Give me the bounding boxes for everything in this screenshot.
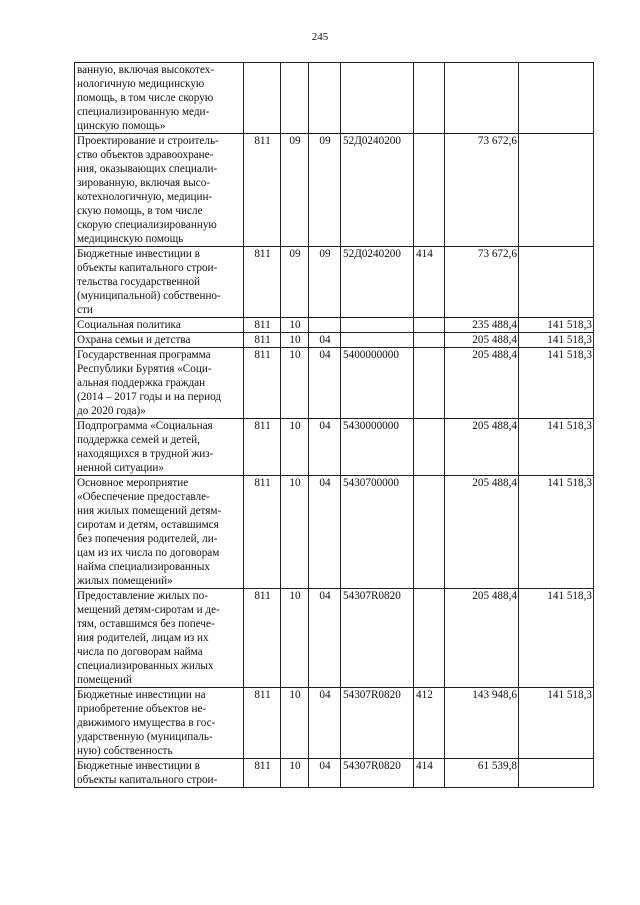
department-code-cell: [244, 63, 281, 134]
table-body: [75, 63, 594, 788]
subsection-code-cell: 04: [309, 688, 341, 759]
table-row: [75, 247, 594, 318]
item-name-cell: ванную, включая высокотех- нологичную медицинскую помощь, в том числе скорую специализированную меди- цинскую помощь»: [75, 63, 244, 134]
subsection-code-cell: [309, 63, 341, 134]
table-row: [75, 333, 594, 348]
amount-cell-2: 141 518,3: [519, 419, 594, 476]
amount-cell-2: [519, 247, 594, 318]
section-code-cell: 10: [281, 318, 309, 333]
department-code-cell: 811: [244, 476, 281, 589]
item-name-cell: Бюджетные инвестиции в объекты капитального строи- тельства государственной (муниципальной) собственно- сти: [75, 247, 244, 318]
amount-cell-1: 205 488,4: [445, 476, 519, 589]
table-row: [75, 476, 594, 589]
amount-cell-1: 61 539,8: [445, 759, 519, 788]
department-code-cell: 811: [244, 589, 281, 688]
subsection-code-cell: 04: [309, 348, 341, 419]
subsection-code-cell: 04: [309, 476, 341, 589]
department-code-cell: 811: [244, 333, 281, 348]
expense-type-code-cell: [414, 589, 445, 688]
item-name-cell: Охрана семьи и детства: [75, 333, 244, 348]
expense-type-code-cell: [414, 476, 445, 589]
table-row: [75, 419, 594, 476]
table-row: [75, 134, 594, 247]
target-item-code-cell: 54307R0820: [341, 688, 414, 759]
department-code-cell: 811: [244, 348, 281, 419]
target-item-code-cell: 52Д0240200: [341, 247, 414, 318]
item-name-cell: Подпрограмма «Социальная поддержка семей и детей, находящихся в трудной жиз- ненной ситуации»: [75, 419, 244, 476]
section-code-cell: 10: [281, 419, 309, 476]
amount-cell-2: 141 518,3: [519, 589, 594, 688]
table-row: [75, 348, 594, 419]
expense-type-code-cell: 414: [414, 247, 445, 318]
table-row: [75, 318, 594, 333]
amount-cell-2: [519, 134, 594, 247]
budget-table: [74, 62, 594, 788]
section-code-cell: 10: [281, 476, 309, 589]
amount-cell-1: 235 488,4: [445, 318, 519, 333]
amount-cell-2: 141 518,3: [519, 333, 594, 348]
section-code-cell: [281, 63, 309, 134]
table-row: [75, 63, 594, 134]
section-code-cell: 10: [281, 348, 309, 419]
amount-cell-2: 141 518,3: [519, 476, 594, 589]
expense-type-code-cell: [414, 63, 445, 134]
target-item-code-cell: [341, 333, 414, 348]
amount-cell-1: 73 672,6: [445, 134, 519, 247]
amount-cell-1: 205 488,4: [445, 348, 519, 419]
table-row: [75, 759, 594, 788]
amount-cell-2: [519, 759, 594, 788]
amount-cell-1: 205 488,4: [445, 589, 519, 688]
expense-type-code-cell: [414, 419, 445, 476]
section-code-cell: 10: [281, 688, 309, 759]
expense-type-code-cell: [414, 333, 445, 348]
section-code-cell: 10: [281, 589, 309, 688]
department-code-cell: 811: [244, 247, 281, 318]
item-name-cell: Основное мероприятие «Обеспечение предоставле- ния жилых помещений детям- сиротам и детям, оставшимся без попечения родителей, ли- цам из их числа по договорам найма специализированных жилых помещений»: [75, 476, 244, 589]
subsection-code-cell: 09: [309, 247, 341, 318]
item-name-cell: Социальная политика: [75, 318, 244, 333]
expense-type-code-cell: [414, 318, 445, 333]
target-item-code-cell: 54307R0820: [341, 759, 414, 788]
amount-cell-2: 141 518,3: [519, 318, 594, 333]
expense-type-code-cell: 414: [414, 759, 445, 788]
item-name-cell: Бюджетные инвестиции на приобретение объектов не- движимого имущества в гос- ударственную (муниципаль- ную) собственность: [75, 688, 244, 759]
subsection-code-cell: 09: [309, 134, 341, 247]
item-name-cell: Государственная программа Республики Бурятия «Соци- альная поддержка граждан (2014 – 2017 годы и на период до 2020 года)»: [75, 348, 244, 419]
item-name-cell: Бюджетные инвестиции в объекты капитального строи-: [75, 759, 244, 788]
amount-cell-2: 141 518,3: [519, 348, 594, 419]
target-item-code-cell: [341, 63, 414, 134]
subsection-code-cell: 04: [309, 333, 341, 348]
expense-type-code-cell: 412: [414, 688, 445, 759]
section-code-cell: 10: [281, 759, 309, 788]
amount-cell-1: 73 672,6: [445, 247, 519, 318]
section-code-cell: 10: [281, 333, 309, 348]
subsection-code-cell: 04: [309, 759, 341, 788]
amount-cell-1: 205 488,4: [445, 333, 519, 348]
amount-cell-2: 141 518,3: [519, 688, 594, 759]
department-code-cell: 811: [244, 134, 281, 247]
subsection-code-cell: 04: [309, 589, 341, 688]
amount-cell-1: 143 948,6: [445, 688, 519, 759]
section-code-cell: 09: [281, 134, 309, 247]
item-name-cell: Предоставление жилых по- мещений детям-сиротам и де- тям, оставшимся без попече- ния родителей, лицам из их числа по договорам найма специализированных жилых помещений: [75, 589, 244, 688]
expense-type-code-cell: [414, 134, 445, 247]
amount-cell-1: 205 488,4: [445, 419, 519, 476]
target-item-code-cell: 5400000000: [341, 348, 414, 419]
item-name-cell: Проектирование и строитель- ство объектов здравоохране- ния, оказывающих специали- зированную, включая высо- котехнологичную, медицин- скую помощь, в том числе скорую специализированную медицинскую помощь: [75, 134, 244, 247]
target-item-code-cell: 54307R0820: [341, 589, 414, 688]
department-code-cell: 811: [244, 688, 281, 759]
department-code-cell: 811: [244, 759, 281, 788]
department-code-cell: 811: [244, 318, 281, 333]
subsection-code-cell: [309, 318, 341, 333]
target-item-code-cell: 5430000000: [341, 419, 414, 476]
expense-type-code-cell: [414, 348, 445, 419]
department-code-cell: 811: [244, 419, 281, 476]
amount-cell-1: [445, 63, 519, 134]
page-number: 245: [311, 31, 329, 43]
section-code-cell: 09: [281, 247, 309, 318]
amount-cell-2: [519, 63, 594, 134]
target-item-code-cell: [341, 318, 414, 333]
table-row: [75, 589, 594, 688]
subsection-code-cell: 04: [309, 419, 341, 476]
target-item-code-cell: 5430700000: [341, 476, 414, 589]
target-item-code-cell: 52Д0240200: [341, 134, 414, 247]
table-row: [75, 688, 594, 759]
